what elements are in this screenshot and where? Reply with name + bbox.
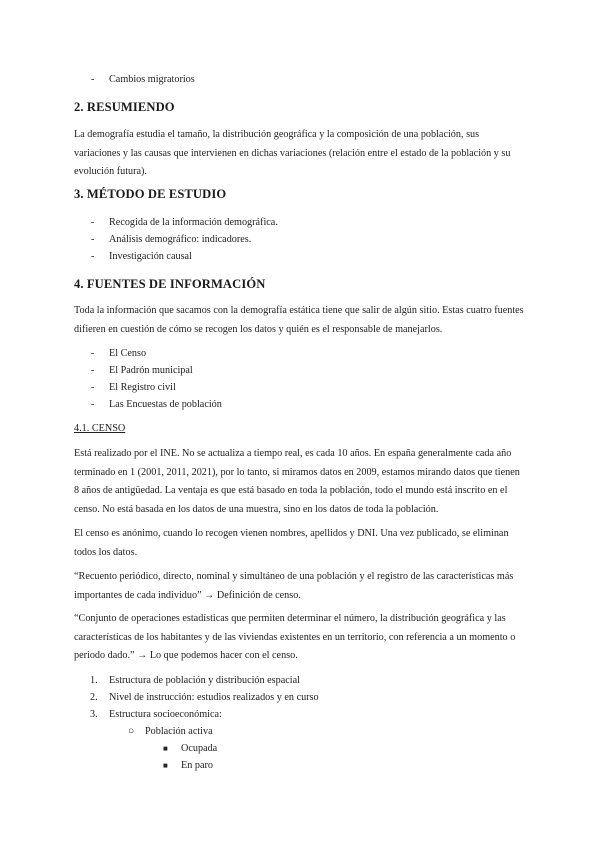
subsection-heading-censo: 4.1. CENSO — [74, 423, 126, 434]
list-item-text: Ocupada — [181, 743, 218, 754]
list-item-text: El Padrón municipal — [109, 365, 193, 376]
paragraph-censo-2: El censo es anónimo, cuando lo recogen vienen nombres, apellidos y DNI. Una vez publicado, se eliminan todos los datos. — [74, 528, 509, 558]
square-bullet: ■ — [163, 761, 168, 770]
list-item-text: Estructura de población y distribución espacial — [109, 675, 300, 686]
dash-bullet: - — [91, 382, 95, 393]
list-item-text: En paro — [181, 760, 213, 771]
item-number: 2. — [90, 692, 98, 703]
list-item-text: Recogida de la información demográfica. — [109, 217, 278, 228]
section-heading-fuentes: 4. FUENTES DE INFORMACIÓN — [74, 277, 266, 291]
list-item-text: Las Encuestas de población — [109, 399, 222, 410]
list-item-text: Investigación causal — [109, 251, 192, 262]
section-heading-metodo: 3. MÉTODO DE ESTUDIO — [74, 187, 227, 201]
paragraph-resumen: La demografía estudia el tamaño, la distribución geográfica y la composición de una población, sus variaciones y las causas que intervienen en dichas variaciones (relación entre el estado de la población y su evolución futura). — [74, 129, 511, 177]
dash-bullet: - — [91, 217, 95, 228]
paragraph-censo-definicion: “Recuento periódico, directo, nominal y simultáneo de una población y el registro de las características más importantes de cada individuo” → Definición de censo. — [74, 571, 514, 601]
list-item-text: El Censo — [109, 348, 147, 359]
dash-bullet: - — [91, 74, 95, 85]
list-item-text: Población activa — [145, 726, 213, 737]
list-item-text: El Registro civil — [109, 382, 176, 393]
dash-bullet: - — [91, 251, 95, 262]
circle-bullet: ○ — [128, 726, 135, 737]
paragraph-fuentes: Toda la información que sacamos con la demografía estática tiene que salir de algún sitio. Estas cuatro fuentes difieren en cuestión de cómo se recogen los datos y quién es el responsable de manejarlos. — [74, 305, 524, 335]
paragraph-censo-1: Está realizado por el INE. No se actualiza a tiempo real, es cada 10 años. En españa generalmente cada año terminado en 1 (2001, 2011, 2021), por lo tanto, si miramos datos en 2009, estamos mirando datos que tienen 8 años de antigüedad. La ventaja es que está basado en toda la población, todo el mundo está inscrito en el censo. No está basada en los datos de una muestra, sino en los datos de toda la población. — [74, 448, 520, 515]
dash-bullet: - — [91, 365, 95, 376]
square-bullet: ■ — [163, 744, 168, 753]
paragraph-censo-operaciones: “Conjunto de operaciones estadísticas que permiten determinar el número, la distribución geográfica y las características de los habitantes y de las viviendas existentes en un territorio, con referencia a un momento o periodo dado.” → Lo que podemos hacer con el censo. — [74, 613, 516, 661]
section-heading-resumiendo: 2. RESUMIENDO — [74, 100, 175, 114]
list-item-text: Análisis demográfico: indicadores. — [109, 234, 252, 245]
dash-bullet: - — [91, 348, 95, 359]
list-item-text: Nivel de instrucción: estudios realizados y en curso — [109, 692, 319, 703]
item-number: 3. — [90, 709, 98, 720]
list-item-text: Estructura socioeconómica: — [109, 709, 222, 720]
list-item-text: Cambios migratorios — [109, 74, 195, 85]
dash-bullet: - — [91, 399, 95, 410]
item-number: 1. — [90, 675, 98, 686]
dash-bullet: - — [91, 234, 95, 245]
